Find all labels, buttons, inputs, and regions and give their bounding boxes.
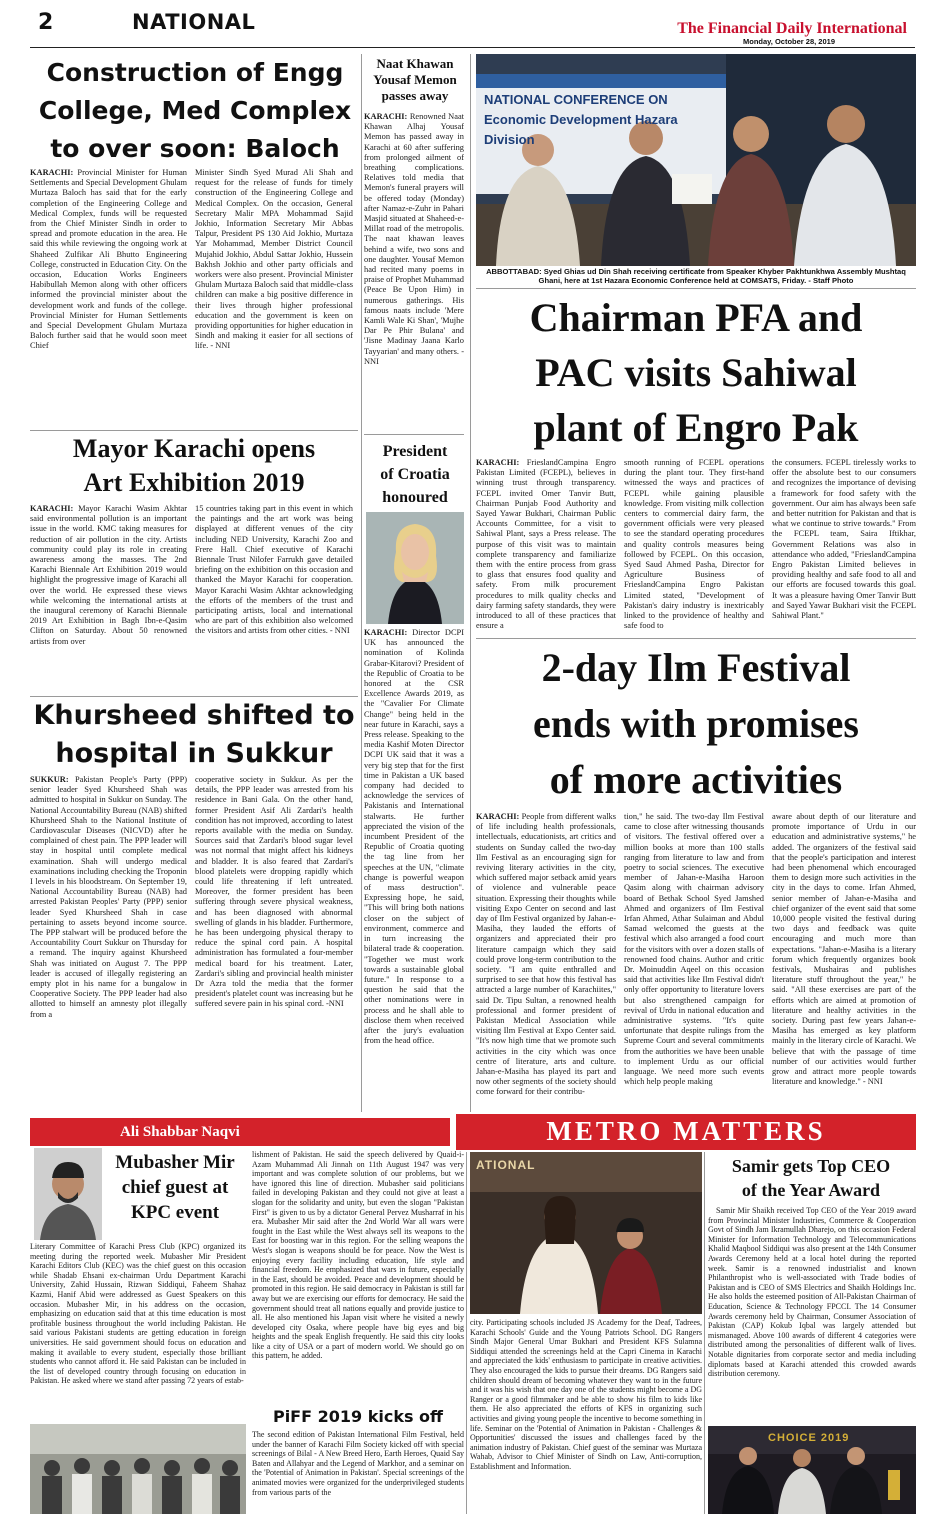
dateline: KARACHI: <box>476 458 520 467</box>
page-header <box>0 0 945 48</box>
article-text: Samir Mir Shaikh received Top CEO of the Year 2019 award from Provincial Minister Industries, Commerce & Cooperation Govt of Sindh Jam Ikramullah Dharejo, on this occasion Federal Minister for Information Technology and Telecommunications Khalid Maqbool Siddiqui was also present at the 14th Consumer Awards Ceremony held at a local hotel during the reported week. Samir is a renowned industrialist and known Philanthropist who is well-associated with Trade bodies of Pakistan and is CEO of SMS Electrics and Shaikh Holdings Inc. He also holds the esteemed position of All-Pakistan Chairman of Education, Science & Technology FPCCI. The 14 Consumer Awards ceremony held by Chairman, Consumer Association of Pakistan (CAP) Kokub Iqbal was largely attended but mismanaged. Above 100 awards of different 4 categories were distributed among the personalities of different walk of lives. Notable dignitaries from corporate sector and media including diplomats based at Karachi attended this crowded awards distribution ceremony. <box>708 1206 916 1379</box>
headline-croatia <box>364 440 466 509</box>
ilm-col2 <box>624 812 764 1112</box>
article-text: Pakistan People's Party (PPP) senior leader Syed Khursheed Shah was admitted to hospital in Sukkur on Sunday. The National Accountability Bureau (NAB) shifted Khursheed Shah to the National Institute of Cardiovascular Diseases (NICVD) after he complained of chest pain. The PPP leader will stay in hospital until complete medical examination. Shah will undergo medical examinations including checking the Troponin I levels in his bloodstream. On September 19, National Accountability Bureau (NAB) had arrested Pakistan Peoples' Party (PPP) senior leader Syed Khursheed Shah in case pertaining to assets beyond income source. The PPP stalwart will be produced before the Accountability Court Sukkur on Thursday for a remand. The inquiry against Khursheed Shah was initiated on August 7. The PPP leader is accused of illegally registering an empty plot in his name for a bungalow in Cooperative Society. The PPP leader had also allotted to himself an amnesty plot illegally from a <box>30 775 187 1019</box>
headline-line: of the Year Award <box>741 1180 881 1200</box>
divider <box>476 288 916 289</box>
headline-line: Mubasher Mir <box>115 1152 235 1173</box>
kpc-group-photo <box>30 1424 246 1514</box>
headline-samir <box>706 1154 916 1202</box>
dateline: KARACHI: <box>476 812 520 821</box>
engro-col2 <box>624 458 764 634</box>
ilm-col3 <box>772 812 916 1112</box>
conference-banner-text: NATIONAL CONFERENCE ON Economic Development Hazara Division <box>484 92 678 147</box>
headline-line: Construction of Engg <box>46 58 344 87</box>
divider <box>364 434 464 435</box>
conference-scene <box>476 54 916 266</box>
metro-event-photo <box>470 1152 702 1314</box>
headline-line: chief guest at <box>121 1177 229 1198</box>
metro-photo-sign: ATIONAL <box>476 1158 536 1172</box>
headline-naat-khawan <box>364 56 466 104</box>
headline-kpc <box>104 1150 246 1225</box>
ilm-col1 <box>476 812 616 1112</box>
samir-text <box>708 1206 916 1426</box>
article-text: cooperative society in Sukkur. As per the details, the PPP leader was arrested from his residence in Bani Gala. On the other hand, former President Asif Ali Zardari's health condition has not improved, according to latest reports available with the media on Sunday. Sources said that Zardari's blood sugar level was not normal that might affect his kidneys and bladder. It is also feared that Zardari's blood platelets were dropping rapidly which could life threatening if left untreated. Moreover, the former president has been suffering through severe physical weakness, and has been diagnosed with abnormal swelling of glands in his bladder. Furthermore, he has been undergoing physical therapy to reduce the spinal cord pain. A hospital administration has formulated a four-member medical board for his treatment. Later, Zardari's sibling and provincial health minister Dr Azra told the media that the former president's platelet count was increasing but he suffered severe pain in his spinal cord. -NNI <box>195 775 353 1009</box>
headline-line: Naat Khawan <box>376 56 454 71</box>
piff-text <box>252 1430 464 1514</box>
abbottabad-photo <box>476 54 916 266</box>
article-text: Mayor Karachi Wasim Akhtar said environmental pollution is an important issue in the world. KMC taking measures for reduction of air pollution in the city. Artists community could play its role in creating awareness among the masses. The 2nd Karachi Biennale Art Exhibition 2019 would highlight the progressive image of Karachi all over the world. He expressed these views while welcoming the international artists at the inaugural ceremony of Karachi Biennale 2019 Art Exhibition in Bagh Ibn-e-Qasim Clifton on Saturday. About 50 renowned artists from over <box>30 504 187 646</box>
headline-line: plant of Engro Pak <box>533 405 859 450</box>
headline-line: Samir gets Top CEO <box>731 1156 891 1176</box>
header-rule <box>30 47 915 48</box>
article-text: FrieslandCampina Engro Pakistan Limited (FCEPL), believes in winning trust through transparency. FCEPL invited Omer Tanvir Butt, Chairman Punjab Food Authority and Sayed Yawar Bukhari, Chairman Public Accounts Committee, for a visit to Sahiwal Plant, says a Press release. The purpose of this visit was to maintain complete transparency and familiarize them with the entire process from grass to glass that ensures food quality and safety. From milk procurement procedures to milk quality checks and dairy farming safety standards, they were introduced to all of these practices that ensure a <box>476 458 616 631</box>
article-text: Literary Committee of Karachi Press Club (KPC) organized its meeting during the reported week. Mubasher Mir President Karachi Editors Club (KEC) was the chief guest on this occasion while Shadab Ehsani ex-chairman Urdu Department Karachi University, Zahid Hussain, Rizwan Siddiqui, Faheem Shahaz Kazmi, Hanif Abid were addressed as Guest Speakers on this occasion. Mubasher Mir, in his address on the occasion, emphasizing on education said that at this time education is most profitable business throughout the world including Pakistan. He said various Pakistani students are getting education in foreign universities. He said government should focus on education and making it available to every student, especially those brilliant students who cannot afford it. He said Pakistan can be included in the list of developed country through focusing on education in Pakistan. He asked where we stand after passing 72 years of estab- <box>30 1242 246 1386</box>
mayor-col1 <box>30 504 187 694</box>
headline-engro <box>476 290 916 455</box>
kpc-col1 <box>30 1242 246 1420</box>
column-rule <box>361 54 362 1112</box>
dateline: KARACHI: <box>30 168 74 177</box>
headline-line: hospital in Sukkur <box>55 738 333 769</box>
engg-col2 <box>195 168 353 426</box>
abbottabad-caption: ABBOTTABAD: Syed Ghias ud Din Shah receiving certificate from Speaker Khyber Pakhtunkhwa Assembly Mushtaq Ghani, here at 1st Hazara Economic Conference held at COMSATS, Friday. - Staff Photo <box>486 267 906 285</box>
divider <box>476 638 916 639</box>
headline-mayor-karachi <box>30 432 358 500</box>
headline-line: Yousaf Memon <box>373 72 457 87</box>
headline-line: Chairman PFA and <box>529 295 863 340</box>
article-text: The second edition of Pakistan International Film Festival, held under the banner of Karachi Film Society kicked off with special screenings of Bilal - A New Breed Hero, Earth Heroes, Quaid Say Baten and Allahyar and the Legend of Markhor, and a seminar on the 'Potential of Animation in Pakistan'. Special screenings of the animated movies were organized for the underprivileged students from various parts of the <box>252 1430 464 1497</box>
article-text: tion," he said. The two-day Ilm Festival came to close after witnessing thousands of visitors. The festival offered over a million books at more than 100 stalls ranging from literature to law and from poetry to social sciences. The executive member of Jahan-e-Masiha Haroon Qasim along with chairman advisory board of Bethak School Syed Jamshed Ahmed and organizers of Ilm Festival Irfan Ahmed, Athar Sulaiman and Abdul Samad welcomed the guests at the festival which also arranged a food court for the visitors with over a dozen stalls of renowned food chains. Author and critic Dr. Moinuddin Aqeel on this occasion said that activities like Ilm Festival didn't only offer opportunity to literature lovers but also strengthened campaign for revival of Urdu in national education and administrative systems. "It's quite unfortunate that despite rulings from the Supreme Court and several commitments from the authorities we have been unable to implement Urdu as our official language. We need more such events which help people making <box>624 812 764 1087</box>
metro-matters-title: METRO MATTERS <box>546 1116 826 1146</box>
columnist-avatar <box>34 1148 102 1240</box>
dateline: KARACHI: <box>364 628 408 637</box>
mayor-col2 <box>195 504 353 694</box>
headline-line: passes away <box>381 88 449 103</box>
event-illustration <box>470 1152 702 1314</box>
headline-line: of more activities <box>549 757 843 802</box>
article-text: Minister Sindh Syed Murad Ali Shah and request for the release of funds for timely construction of the Engineering College and Medical Complex. On the occasion, General Secretary Malir MPA Mohammad Sajid Jokhio, Information Secretary Mir Abbas Talpur, President PS 130 Aid Jokhio, Murtaza Yar Mohammad, Member District Council Mujahid Jokhio, Abdul Sattar Jokhio, Hussein Bakhsh Jokhio and other party officials and workers were also present. Provincial Minister Ghulam Murtaza Baloch said that middle-class children can make a big positive difference in their lives through higher professional education and the government is keen on providing opportunities for higher education in Sindh and making it easier for all sections of life. - NNI <box>195 168 353 351</box>
article-text: 15 countries taking part in this event in which the paintings and the art work was being displayed at different venues of the city including NED University, Karachi Zoo and Frere Hall. Chief executive of Karachi Biennale Trust Nilofer Farrukh gave detailed briefing on the exhibition on this occasion and thanked the Mayor Karachi for cooperation. Mayor Karachi Wasim Akhtar acknowledging the efforts of the members of the trust and participating artists, local and international who are part of this exhibition also welcomed the visitors and artists from other cities. - NNI <box>195 504 353 636</box>
metro-text <box>470 1318 702 1514</box>
engg-col1 <box>30 168 187 426</box>
headline-line: PAC visits Sahiwal <box>535 350 857 395</box>
columnist-bar <box>30 1118 450 1146</box>
article-text: Director DCPI UK has announced the nomination of Kolinda Grabar-Kitarovi? President of the Republic of Croatia to be honored at the CSR Excellence Awards 2019, as the "Cavalier For Climate Change" being held in the near future in Karachi, says a Press release. Speaking to the media Kashif Moten Director DCPI UK said that it was a very big step that for the first time in Pakistan a UK based company had decided to acknowledge the services of Pakistanis and International stalwarts. He further appreciated the vision of the incumbent President of the Republic of Croatia quoting the tag line from her speeches at the UN, "climate change is powerful weapon of mass destruction". Expressing hope, he said, "This will bring both nations closer on the subject of environment, commerce and in turn increasing the bilateral trade & cooperation. "Together we must work towards a sustainable global future." In response to a question he said that the other nominations were in process and he shall able to disclose them when received after the jury's evaluation from the head office. <box>364 628 464 1046</box>
group-illustration <box>30 1424 246 1514</box>
khursheed-col1 <box>30 775 187 1113</box>
article-text: People from different walks of life including health professionals, intellectuals, educationists, art critics and students on Sunday called the two-day Ilm Festival as an encouraging sign for reviving literary activities in the city, which suffered major setback amid years of violence and vulnerable peace situation. Expressing their thoughts while visiting Expo Center on second and last day of Ilm Festival organized by Jahan-e-Masiha, they lauded the efforts of organizers and appreciated their pro literature campaign which they said could prove long-term contribution to the society. "I am quite enthralled and surprised to see that how this festival has attracted a large number of Karachiites," said Dr. Tipu Sultan, a renowned health professional and former president of Pakistan Medical Association while visiting Ilm Festival at Expo Center said. "It's now high time that we promote such activities in the city which was once centre of literature, arts and culture. Jahan-e-Masiha has played its part and now other segments of the society should come forward for their contribu- <box>476 812 616 1097</box>
column-rule <box>470 54 471 1112</box>
croatia-text <box>364 628 464 1110</box>
dateline: KARACHI: <box>30 504 74 513</box>
masthead: The Financial Daily International <box>677 20 907 37</box>
article-text: city. Participating schools included JS Academy for the Deaf, Tadrees, Karachi Schools' Guide and the Young Patriots School. DG Rangers Sindh Major General Umar Bukhari and President KFS Sulamna Siddiqui attended the screenings held at the Capri Cinema in Karachi and appreciated the kids' enthusiasm to participate in creative activities. They also encouraged the kids to pursue their dreams. DG Rangers said children should dream of becoming whatever they want to in the future and it was his wish that one day one of the students might become a DG Ranger or a good filmmaker and be able to show his film to kids like them. He also appreciated the efforts of KFS in organizing such activities and giving young people the incentive to become something in life. Seminar on the 'Potential of Animation in Pakistan - Challenges & Opportunities' discussed the issues and challenges faced by the animation industry of Pakistan. Chief guest of the seminar was Murtaza Wahab, Advisor to Chief Minister of Sindh on Law, Anti-corruption, Establishment and Information. <box>470 1318 702 1471</box>
headline-khursheed <box>30 697 358 773</box>
column-rule <box>704 1152 705 1514</box>
headline-line: College, Med Complex <box>38 96 352 125</box>
headline-line: of Croatia <box>380 466 450 483</box>
headline-line: to over soon: Baloch <box>50 134 340 163</box>
columnist-name: Ali Shabbar Naqvi <box>120 1124 240 1140</box>
croatia-president-photo <box>366 512 464 624</box>
article-text: Renowned Naat Khawan Alhaj Yousaf Memon has passed away in Karachi at 60 after suffering from prolonged ailment of breathing complications. Relatives told media that Memon's funeral prayers will be offered today (Monday) after Namaz-e-Zuhr in Pahari Masjid situated at Shaheed-e-Millat road of the metropolis. The naat khawan leaves behind a wife, two sons and one daughter. Yousaf Memon had recited many poems in praise of Prophet Muhammad (Peace Be Upon Him) in numerous gatherings. His famous naats include 'Mere Kamli Wale Ki Shan', 'Mujhe Dar Pe Phir Bulana' and 'Jisne Madinay Jaana Karlo Tayyarian' and many others. - NNI <box>364 112 464 366</box>
divider <box>30 430 358 431</box>
article-text: Provincial Minister for Human Settlements and Special Development Ghulam Murtaza Baloch has said that for the early completion of the Engineering College and Medical Complex, funds will be requested from the Chief Minister Sindh in order to spread and promote education in the area. He said this while reviewing the ongoing work at Shaheed Zulfikar Ali Bhutto Engineering College, constructed in Education City. On the occasion, Education Works Engineers Habibullah Memon along with other officers informed the provincial minister about the development work and funds of the college. Provincial Minister for Human Settlements and Special Development Ghulam Murtaza Baloch further said that he would soon meet Chief <box>30 168 187 351</box>
page-number: 2 <box>38 10 54 35</box>
headline-line: 2-day Ilm Festival <box>541 645 851 690</box>
headline-line: ends with promises <box>533 701 859 746</box>
khursheed-col2 <box>195 775 353 1113</box>
awards-photo-sign: CHOICE 2019 <box>768 1432 850 1444</box>
portrait-illustration <box>366 512 464 624</box>
article-text: lishment of Pakistan. He said the speech delivered by Quaid-i-Azam Muhammad Ali Jinnah on 11th August 1947 was very important and was complete solution of our problems, but we have ignored this line of direction. Mubasher said politicians failed in developing Pakistan and they could not give at least a slogan for the solidarity and unity, but even the slogan "Pakistan First" is given to us by a dictator General Pervez Musharraf in his era. Mubasher Mir said after the 2nd World War all wars were fought in the East while the West always sell its weapons to the East for boosting war in this region. For the selling weapons the West's slogan is weapons should be for peace. Now the West is enjoying every facility including education, life style and financial freedom. He emphasized that wars in future, especially in the East, should be avoided. Peace and development should be promoted in this region. He said democracy in Pakistan is still far away but we are exercising our efforts for democracy. He said the government should treat all nations equally and provide justice to all. He also mentioned his Japan visit where he visited a newly developed city Osaka, where people have big eyes and big heights and the speak English frequently. He said this city looks like a city of USA or a part of modern world. We should go on this pattern, he added. <box>252 1150 464 1361</box>
section-label: NATIONAL <box>132 10 256 34</box>
engro-col3 <box>772 458 916 634</box>
engro-col1 <box>476 458 616 634</box>
headline-line: Khursheed shifted to <box>33 700 355 731</box>
article-text: smooth running of FCEPL operations during the plant tour. They first-hand witnessed the ways and practices of FCEPL while gaining plausible knowledge. From visiting milk collection centers to commercial dairy farm, the government officials were very pleased to see the standard operating procedures and quality controls measures being followed by FCEPL. On this occasion, Syed Saud Ahmed Pasha, Director for Agriculture Business of FrieslandCampina Engro Pakistan Limited stated, "Development of Pakistan's dairy industry is inextricably linked to the providence of healthy and safe food to <box>624 458 764 631</box>
metro-matters-banner <box>456 1114 916 1150</box>
kpc-col2 <box>252 1150 464 1402</box>
headline-piff: PiFF 2019 kicks off <box>272 1407 444 1426</box>
article-text: aware about depth of our literature and promote importance of Urdu in our education and administrative systems," he added. The organizers of the festival said that the people's participation and interest had been phenomenal which encouraged them to design more such activities in the city in the days to come. Irfan Ahmed, senior member of Jahan-e-Masiha and chief organizer of the event said that some 10,000 people visited the festival during two days and feedback was quite encouraging and much more than expectations. "Jahan-e-Masiha is a literary forum which frequently organizes book festivals, Mushairas and publishes literature stuff throughout the year," he said. "All these exercises are part of the efforts which are aimed at promotion of literature and healthy activities in the society. During past few years Jahan-e-Masiha has emerged as key platform mainly in the literary circle of Karachi. We believe that with the passage of time number of our activities would further grow and attract more people towards literature and knowledge." - NNI <box>772 812 916 1087</box>
dateline: KARACHI: <box>364 112 408 121</box>
headline-line: KPC event <box>130 1202 220 1223</box>
headline-line: Art Exhibition 2019 <box>83 468 305 497</box>
headline-ilm-festival <box>476 640 916 808</box>
issue-date: Monday, October 28, 2019 <box>743 37 835 46</box>
column-rule <box>466 1152 467 1514</box>
dateline: SUKKUR: <box>30 775 69 784</box>
awards-photo <box>708 1426 916 1514</box>
avatar-illustration <box>34 1148 102 1240</box>
naat-text <box>364 112 464 432</box>
article-text: the consumers. FCEPL tirelessly works to offer the absolute best to our consumers and recognizes the importance of devising a framework for food safety with the government. Our aim has always been safe and better nutrition for Pakistan and that is what we continue to strive towards." From the FCEPL team, Saira Iftikhar, Government Relations was also in attendance who added, "FrieslandCampina Engro Pakistan Limited believes in providing healthy and safe food to all and our efforts are focused towards this goal. It was a pleasure having Omer Tanvir Butt and Sayed Yawar Bukhari visit the FCEPL Sahiwal Plant." <box>772 458 916 621</box>
headline-engg-college <box>30 54 360 168</box>
headline-line: President <box>382 443 448 460</box>
headline-line: honoured <box>382 489 448 506</box>
headline-line: Mayor Karachi opens <box>72 434 316 463</box>
